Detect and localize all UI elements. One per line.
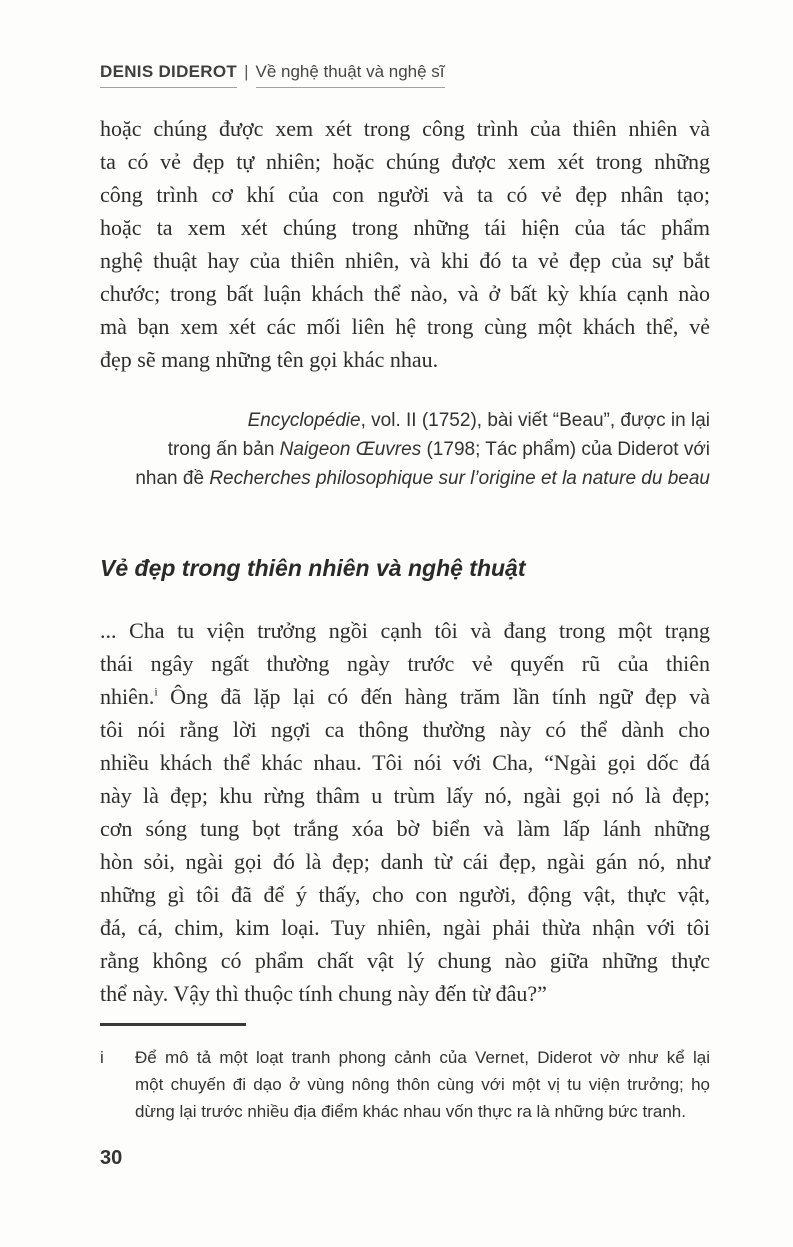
text-line: Để mô tả một loạt tranh phong cảnh của Vernet, Diderot vờ như kể lại (135, 1048, 710, 1067)
text-line (100, 464, 710, 493)
text-line: chước; trong bất luận khách thể nào, và ở bất kỳ khía cạnh nào (100, 281, 710, 306)
text-line: này là đẹp; khu rừng thâm u trùm lấy nó, ngài gọi nó là đẹp; (100, 783, 710, 808)
text-segment: , vol. II (1752), bài viết “Beau”, được in lại (360, 410, 710, 431)
text-segment: nhan đề (135, 468, 210, 489)
header-book-title: Về nghệ thuật và nghệ sĩ (256, 62, 445, 88)
section-heading: Vẻ đẹp trong thiên nhiên và nghệ thuật (100, 555, 526, 581)
text-line: ta có vẻ đẹp tự nhiên; hoặc chúng được xem xét trong những (100, 149, 710, 174)
header-separator: | (244, 62, 249, 81)
text-line: hòn sỏi, ngài gọi đó là đẹp; danh từ cái đẹp, ngài gán nó, như (100, 849, 710, 874)
running-header (100, 62, 710, 88)
text-line (100, 435, 710, 464)
text-segment: (1798; Tác phẩm) của Diderot với (421, 439, 710, 460)
italic-text-segment: Naigeon Œuvres (279, 439, 422, 460)
text-line: hoặc chúng được xem xét trong công trình của thiên nhiên và (100, 116, 710, 141)
footnote-text (135, 1044, 710, 1125)
text-line (100, 406, 710, 435)
text-line: nghệ thuật hay của thiên nhiên, và khi đó ta vẻ đẹp của sự bắt (100, 248, 710, 273)
text-line: những gì tôi đã để ý thấy, cho con người, động vật, thực vật, (100, 882, 710, 907)
text-line: nhiều khách thể khác nhau. Tôi nói với Cha, “Ngài gọi dốc đá (100, 750, 710, 775)
text-line: hoặc ta xem xét chúng trong những tái hiện của tác phẩm (100, 215, 710, 240)
page-number: 30 (100, 1147, 123, 1169)
text-line: một chuyến đi dạo ở vùng nông thôn cùng với một vị tu viện trưởng; họ (135, 1075, 710, 1094)
text-line: thể này. Vậy thì thuộc tính chung này đến từ đâu?” (100, 981, 547, 1006)
text-line: đá, cá, chim, kim loại. Tuy nhiên, ngài phải thừa nhận với tôi (100, 915, 710, 940)
footnote (100, 1044, 710, 1125)
text-line: công trình cơ khí của con người và ta có vẻ đẹp nhân tạo; (100, 182, 710, 207)
text-line: cơn sóng tung bọt trắng xóa bờ biển và làm lấp lánh những (100, 816, 710, 841)
text-segment: Ông đã lặp lại có đến hàng trăm lần tính ngữ đẹp và (157, 684, 710, 709)
footnote-divider (100, 1023, 246, 1026)
footnote-reference-superscript: i (154, 684, 158, 699)
text-segment: nhiên. (100, 684, 155, 709)
italic-text-segment: Encyclopédie (247, 410, 361, 431)
text-line: ... Cha tu viện trưởng ngồi cạnh tôi và đang trong một trạng (100, 618, 710, 643)
text-line: thái ngây ngất thường ngày trước vẻ quyến rũ của thiên (100, 651, 710, 676)
paragraph-abbe-walk (100, 614, 710, 1010)
text-line: dừng lại trước nhiều địa điểm khác nhau vốn thực ra là những bức tranh. (135, 1102, 686, 1121)
text-line: rằng không có phẩm chất vật lý chung nào giữa những thực (100, 948, 710, 973)
footnote-marker: i (100, 1048, 104, 1067)
header-author: DENIS DIDEROT (100, 62, 237, 88)
text-line (100, 680, 710, 713)
text-line: đẹp sẽ mang những tên gọi khác nhau. (100, 347, 439, 372)
text-line: tôi nói rằng lời ngợi ca thông thường này có thể dành cho (100, 717, 710, 742)
italic-text-segment: Recherches philosophique sur l’origine et la nature du beau (209, 468, 710, 489)
text-segment: trong ấn bản (167, 439, 280, 460)
paragraph-beauty-kinds (100, 112, 710, 376)
citation-block (100, 406, 710, 493)
text-line: mà bạn xem xét các mối liên hệ trong cùng một khách thể, vẻ (100, 314, 710, 339)
